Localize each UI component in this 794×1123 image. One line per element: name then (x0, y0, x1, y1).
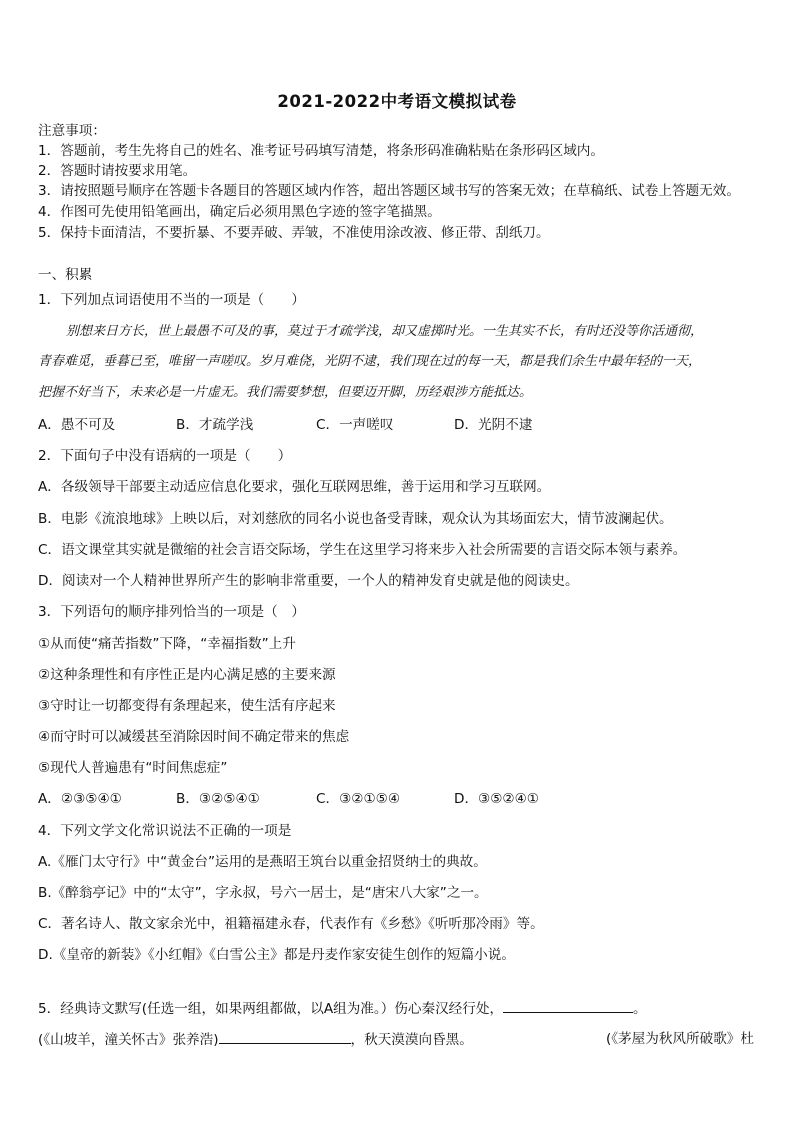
source-citation: (《茅屋为秋风所破歌》杜 (605, 1031, 754, 1047)
question-3-sentence: ①从而使“痛苦指数”下降，“幸福指数”上升 (38, 636, 296, 652)
option-d[interactable]: D．阅读对一个人精神世界所产生的影响非常重要，一个人的精神发育史就是他的阅读史。 (38, 573, 579, 589)
question-4-stem: 4．下列文学文化常识说法不正确的一项是 (38, 823, 292, 839)
question-5-line (38, 1030, 473, 1049)
notice-item: 3．请按照题号顺序在答题卡各题目的答题区域内作答，超出答题区域书写的答案无效；在草稿纸、试卷上答题无效。 (38, 183, 740, 199)
question-5-line (38, 999, 647, 1018)
option-d[interactable]: D.《皇帝的新装》《小红帽》《白雪公主》都是丹麦作家安徒生创作的短篇小说。 (38, 947, 515, 963)
source-citation: (《山坡羊，潼关怀古》张养浩) (38, 1032, 219, 1048)
question-3-sentence: ⑤现代人普遍患有“时间焦虑症” (38, 760, 228, 776)
option-a[interactable]: A．愚不可及 (38, 417, 116, 433)
option-b[interactable]: B.《醉翁亭记》中的“太守”，字永叔，号六一居士，是“唐宋八大家”之一。 (38, 885, 488, 901)
option-b[interactable]: B．电影《流浪地球》上映以后，对刘慈欣的同名小说也备受青睐，观众认为其场面宏大，情节波澜起伏。 (38, 511, 673, 527)
question-3-sentence: ④而守时可以减缓甚至消除因时间不确定带来的焦虑 (38, 729, 350, 745)
question-1-passage-line: 把握不好当下，未来必是一片虚无。我们需要梦想，但要迈开脚，历经艰涉方能抵达。 (38, 385, 533, 400)
question-1-stem: 1．下列加点词语使用不当的一项是（ ） (38, 292, 305, 308)
option-a[interactable]: A．各级领导干部要主动适应信息化要求，强化互联网思维，善于运用和学习互联网。 (38, 479, 551, 495)
option-d[interactable]: D．③⑤②④① (454, 791, 539, 807)
notice-item: 2．答题时请按要求用笔。 (38, 163, 197, 179)
option-a[interactable]: A．②③⑤④① (38, 791, 122, 807)
notice-item: 5．保持卡面清洁，不要折暴、不要弄破、弄皱，不准使用涂改液、修正带、刮纸刀。 (38, 225, 550, 241)
exam-title: 2021-2022中考语文模拟试卷 (277, 92, 517, 111)
section-heading: 一、积累 (38, 267, 93, 283)
poem-line: ，秋天漠漠向昏黑。 (350, 1032, 473, 1048)
option-b[interactable]: B．③②⑤④① (176, 791, 260, 807)
punctuation: 。 (633, 1001, 647, 1017)
question-3-options (38, 790, 539, 808)
question-2-stem: 2．下面句子中没有语病的一项是（ ） (38, 448, 292, 464)
question-5-prompt: 5．经典诗文默写(任选一组，如果两组都做，以A组为准。）伤心秦汉经行处， (38, 1001, 504, 1017)
option-c[interactable]: C．③②①⑤④ (316, 791, 401, 807)
question-1-options (38, 416, 532, 434)
notice-heading: 注意事项： (38, 123, 106, 139)
option-b[interactable]: B．才疏学浅 (176, 417, 254, 433)
question-3-sentence: ②这种条理性和有序性正是内心满足感的主要来源 (38, 667, 336, 683)
option-d[interactable]: D．光阴不逮 (454, 417, 533, 433)
answer-blank[interactable] (503, 999, 633, 1013)
notice-item: 4．作图可先使用铅笔画出，确定后必须用黑色字迹的签字笔描黑。 (38, 204, 441, 220)
option-c[interactable]: C．一声嗟叹 (316, 417, 394, 433)
question-3-stem: 3．下列语句的顺序排列恰当的一项是（ ） (38, 604, 305, 620)
option-c[interactable]: C．著名诗人、散文家余光中，祖籍福建永春，代表作有《乡愁》《听听那冷雨》等。 (38, 916, 544, 932)
question-3-sentence: ③守时让一切都变得有条理起来，使生活有序起来 (38, 698, 336, 714)
notice-item: 1．答题前，考生先将自己的姓名、准考证号码填写清楚，将条形码准确粘贴在条形码区域内。 (38, 143, 604, 159)
answer-blank[interactable] (219, 1030, 351, 1044)
option-c[interactable]: C．语文课堂其实就是微缩的社会言语交际场，学生在这里学习将来步入社会所需要的言语交际本领与素养。 (38, 542, 687, 558)
question-1-passage-line: 青春难觅，垂暮已至，唯留一声嗟叹。岁月难侥，光阴不逮，我们现在过的每一天，都是我们余生中最年轻的一天， (38, 354, 702, 369)
question-1-passage-line: 别想来日方长，世上最愚不可及的事，莫过于才疏学浅，却又虚掷时光。一生其实不长，有时还没等你活通彻， (66, 324, 704, 339)
option-a[interactable]: A.《雁门太守行》中“黄金台”运用的是燕昭王筑台以重金招贤纳士的典故。 (38, 854, 487, 870)
